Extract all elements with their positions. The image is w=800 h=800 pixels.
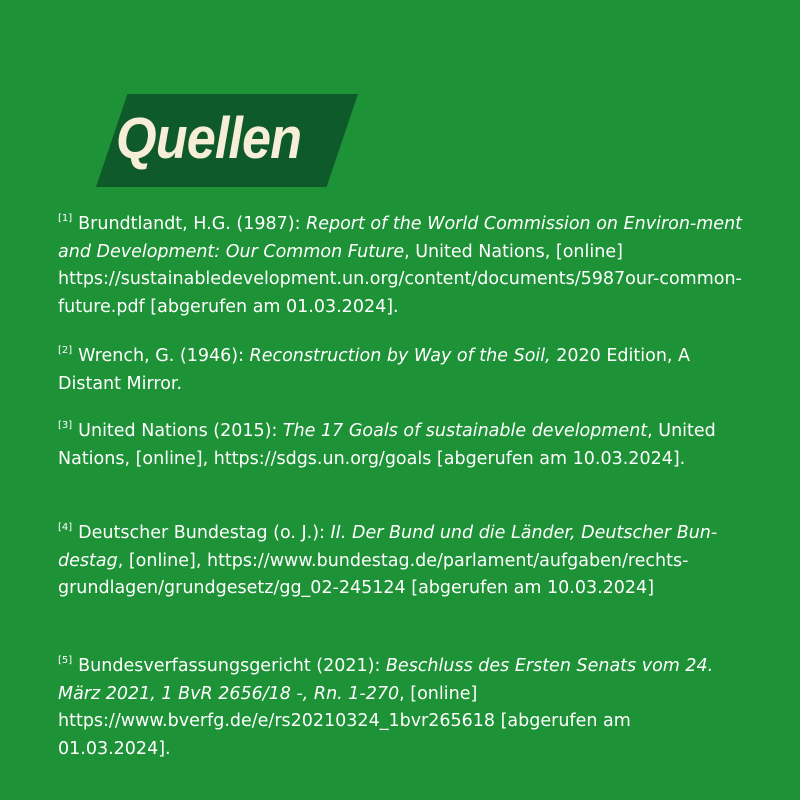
reference-1 [58, 205, 748, 321]
reference-author: Deutscher Bundestag (o. J.): [78, 523, 331, 543]
reference-5 [58, 647, 748, 763]
reference-title: Reconstruction by Way of the Soil, [249, 346, 551, 366]
reference-details: , [online], https://www.bundestag.de/parlament/aufgaben/rechts-grundlagen/grundgesetz/gg_02-245124 [abgerufen am 10.03.2024] [58, 550, 689, 598]
reference-details: , United Nations, [online], https://sdgs.un.org/goals [abgerufen am 10.03.2024]. [58, 421, 716, 469]
reference-title: The 17 Goals of sustainable development [282, 421, 648, 441]
reference-4 [58, 514, 748, 603]
reference-details: , United Nations, [online] https://sustainabledevelopment.un.org/content/documents/5987our-common-future.pdf [abgerufen am 01.03.2024]. [58, 241, 742, 317]
reference-author: United Nations (2015): [78, 421, 283, 441]
reference-3 [58, 412, 748, 473]
reference-number: [4] [58, 522, 73, 533]
reference-details: 2020 Edition, A Distant Mirror. [58, 346, 691, 394]
reference-title: Report of the World Commission on Environ-ment and Development: Our Common Future [58, 214, 743, 262]
reference-2 [58, 337, 748, 398]
reference-number: [5] [58, 655, 73, 666]
reference-title: II. Der Bund und die Länder, Deutscher Bun-destag [58, 523, 718, 571]
reference-details: , [online] https://www.bverfg.de/e/rs20210324_1bvr265618 [abgerufen am 01.03.2024]. [58, 683, 631, 759]
reference-number: [1] [58, 213, 73, 224]
page-title: Quellen [116, 106, 302, 171]
reference-author: Bundesverfassungsgericht (2021): [78, 656, 386, 676]
reference-number: [2] [58, 345, 73, 356]
reference-author: Brundtlandt, H.G. (1987): [78, 214, 307, 234]
reference-title: Beschluss des Ersten Senats vom 24. März 2021, 1 BvR 2656/18 -, Rn. 1-270 [58, 656, 714, 704]
reference-number: [3] [58, 420, 73, 431]
reference-author: Wrench, G. (1946): [78, 346, 250, 366]
